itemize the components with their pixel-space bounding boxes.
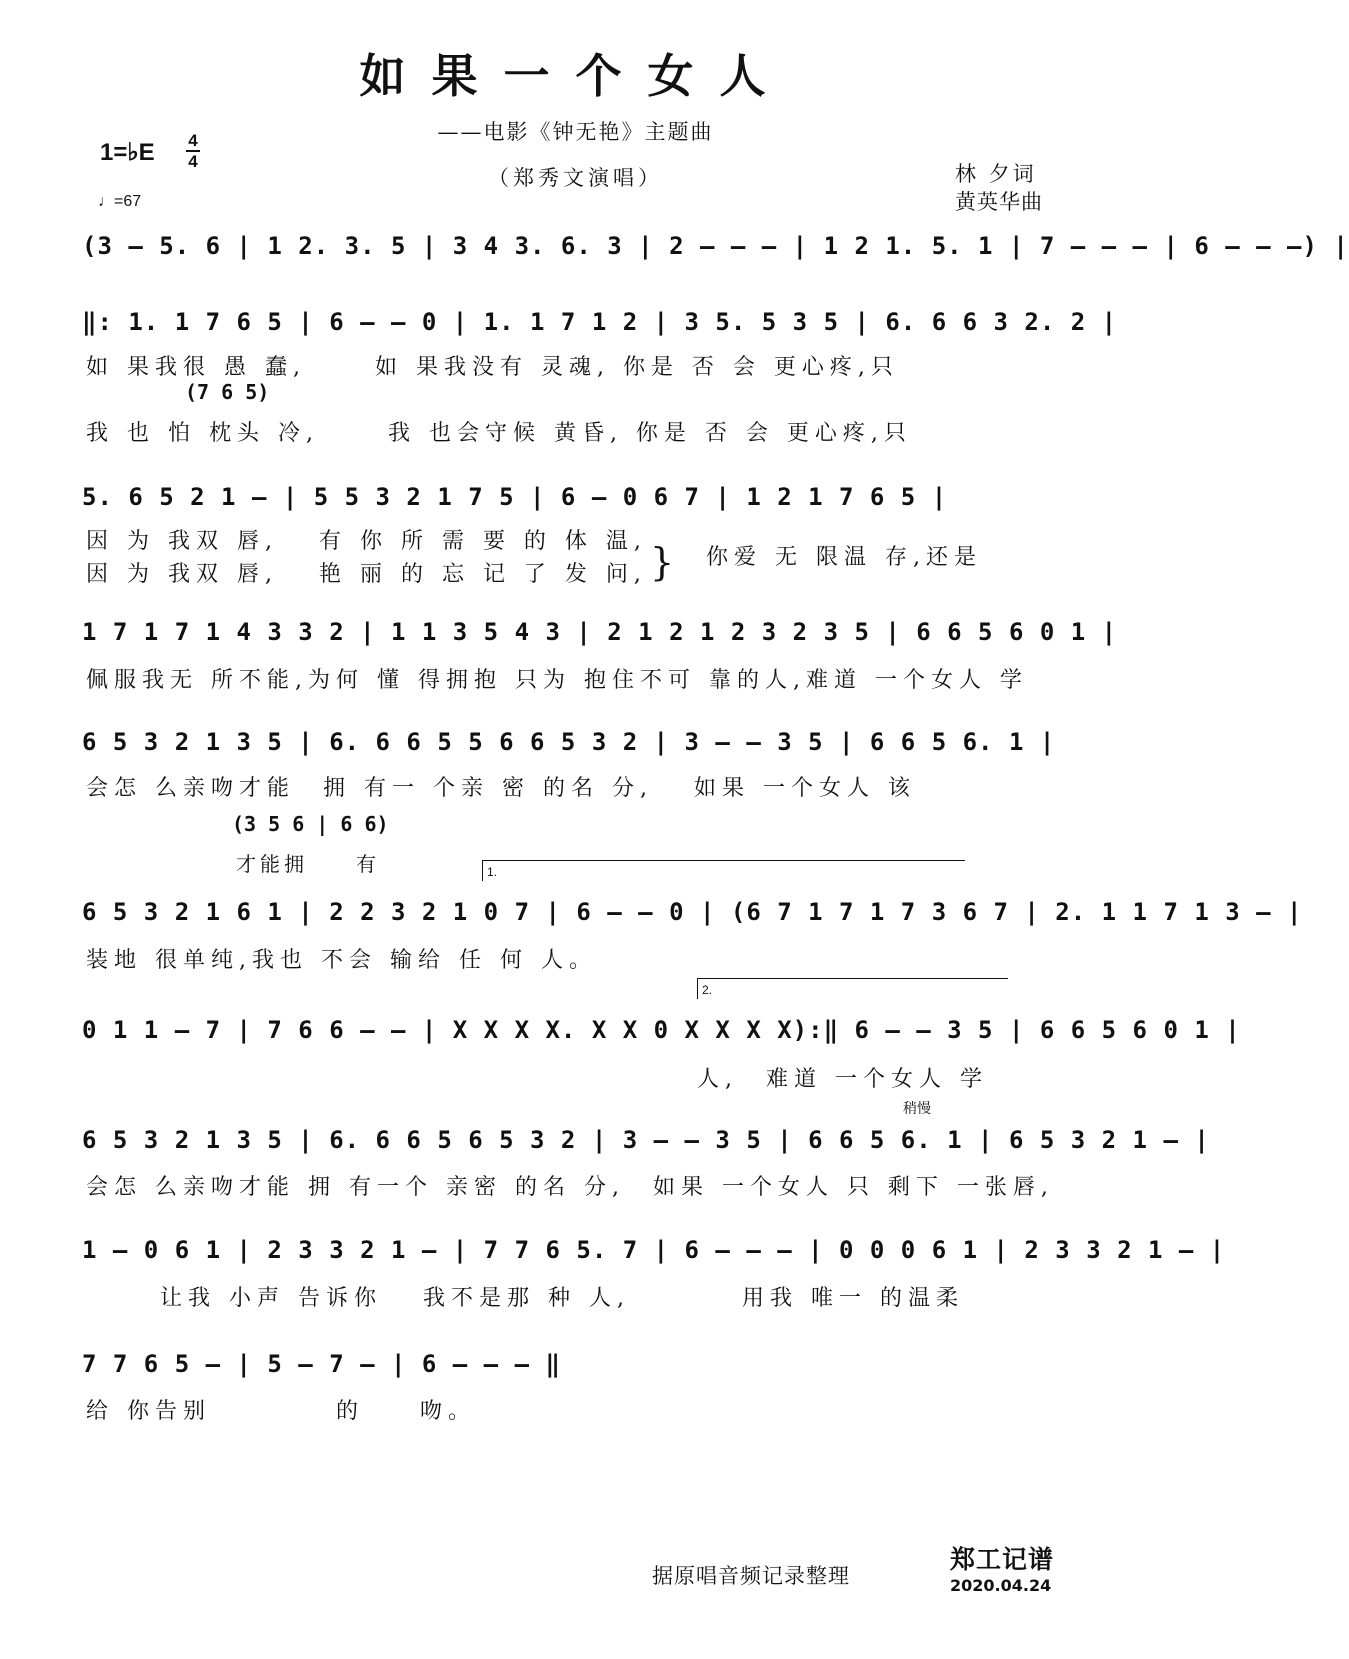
notation-row-7: 0 1 1 – 7 | 7 6 6 – – | X X X X. X X 0 X X X X):‖ 6 – – 3 5 | 6 6 5 6 0 1 | (82, 1016, 1241, 1044)
tempo-change-marking: 稍慢 (903, 1101, 931, 1117)
transcriber-brand: 郑工记谱 (950, 1545, 1055, 1574)
notation-row-8: 6 5 3 2 1 3 5 | 6. 6 6 5 6 5 3 2 | 3 – – 3 5 | 6 6 5 6. 1 | 6 5 3 2 1 – | (82, 1126, 1210, 1154)
lyric-row-6: 装地 很单纯,我也 不会 输给 任 何 人。 (86, 948, 597, 973)
time-signature-top: 4 (188, 131, 198, 150)
key-signature: 1=♭E (100, 139, 155, 166)
notation-row-3: 5. 6 5 2 1 – | 5 5 3 2 1 7 5 | 6 – 0 6 7 | 1 2 1 7 6 5 | (82, 483, 948, 511)
lyric-row-3-shared: 你爱 无 限温 存,还是 (706, 545, 982, 570)
lyric-row-2-verse-2: 我 也 怕 枕头 冷, 我 也会守候 黄昏, 你是 否 会 更心疼,只 (86, 421, 912, 446)
lyric-row-3-verse-2: 因 为 我双 唇, 艳 丽 的 忘 记 了 发 问, (86, 562, 647, 587)
notation-row-9: 1 – 0 6 1 | 2 3 3 2 1 – | 7 7 6 5. 7 | 6 – – – | 0 0 0 6 1 | 2 3 3 2 1 – | (82, 1236, 1226, 1264)
time-signature (186, 132, 200, 170)
notation-row-4: 1 7 1 7 1 4 3 3 2 | 1 1 3 5 4 3 | 2 1 2 1 2 3 2 3 5 | 6 6 5 6 0 1 | (82, 618, 1118, 646)
alternate-notes-row-2: (7 6 5) (185, 380, 270, 404)
notation-row-2: ‖: 1. 1 7 6 5 | 6 – – 0 | 1. 1 7 1 2 | 3 5. 5 3 5 | 6. 6 6 3 2. 2 | (82, 308, 1118, 336)
song-subtitle: ——电影《钟无艳》主题曲 (437, 120, 714, 144)
composer-credit: 黄英华曲 (955, 190, 1043, 214)
lyric-row-9: 让我 小声 告诉你 我不是那 种 人, 用我 唯一 的温柔 (160, 1286, 964, 1311)
verse-brace: } (650, 540, 675, 584)
lyric-row-8: 会怎 么亲吻才能 拥 有一个 亲密 的名 分, 如果 一个女人 只 剩下 一张唇, (86, 1175, 1054, 1200)
notation-row-10: 7 7 6 5 – | 5 – 7 – | 6 – – – ‖ (82, 1350, 561, 1378)
first-ending-bracket (482, 860, 965, 881)
time-signature-bottom: 4 (188, 152, 198, 171)
notation-row-5: 6 5 3 2 1 3 5 | 6. 6 6 5 5 6 6 5 3 2 | 3 – – 3 5 | 6 6 5 6. 1 | (82, 728, 1056, 756)
lyric-row-5: 会怎 么亲吻才能 拥 有一 个亲 密 的名 分, 如果 一个女人 该 (86, 776, 916, 801)
second-ending-number: 2. (702, 983, 713, 997)
alternate-lyric-row-5: 才能拥 有 (236, 852, 380, 876)
lyricist-credit: 林 夕词 (955, 162, 1037, 186)
first-ending-number: 1. (487, 865, 498, 879)
notation-row-6: 6 5 3 2 1 6 1 | 2 2 3 2 1 0 7 | 6 – – 0 | (6 7 1 7 1 7 3 6 7 | 2. 1 1 7 1 3 – | (82, 898, 1303, 926)
transcription-date: 2020.04.24 (950, 1576, 1052, 1595)
tempo-marking: ♩=67 (98, 193, 142, 210)
lyric-row-2-verse-1: 如 果我很 愚 蠢, 如 果我没有 灵魂, 你是 否 会 更心疼,只 (86, 355, 899, 380)
notation-row-1: (3 – 5. 6 | 1 2. 3. 5 | 3 4 3. 6. 3 | 2 – – – | 1 2 1. 5. 1 | 7 – – – | 6 – – –) | (82, 232, 1349, 260)
lyric-row-10: 给 你告别 的 吻。 (86, 1399, 476, 1424)
lyric-row-4: 佩服我无 所不能,为何 懂 得拥抱 只为 抱住不可 靠的人,难道 一个女人 学 (86, 668, 1028, 693)
song-title: 如果一个女人 (359, 49, 792, 103)
lyric-row-7: 人, 难道 一个女人 学 (697, 1067, 988, 1092)
performer-credit: （郑秀文演唱） (488, 166, 663, 190)
lyric-row-3-verse-1: 因 为 我双 唇, 有 你 所 需 要 的 体 温, (86, 529, 647, 554)
second-ending-bracket (697, 978, 1008, 999)
transcription-note: 据原唱音频记录整理 (652, 1564, 850, 1588)
alternate-notes-row-5: (3 5 6 | 6 6) (232, 812, 389, 836)
